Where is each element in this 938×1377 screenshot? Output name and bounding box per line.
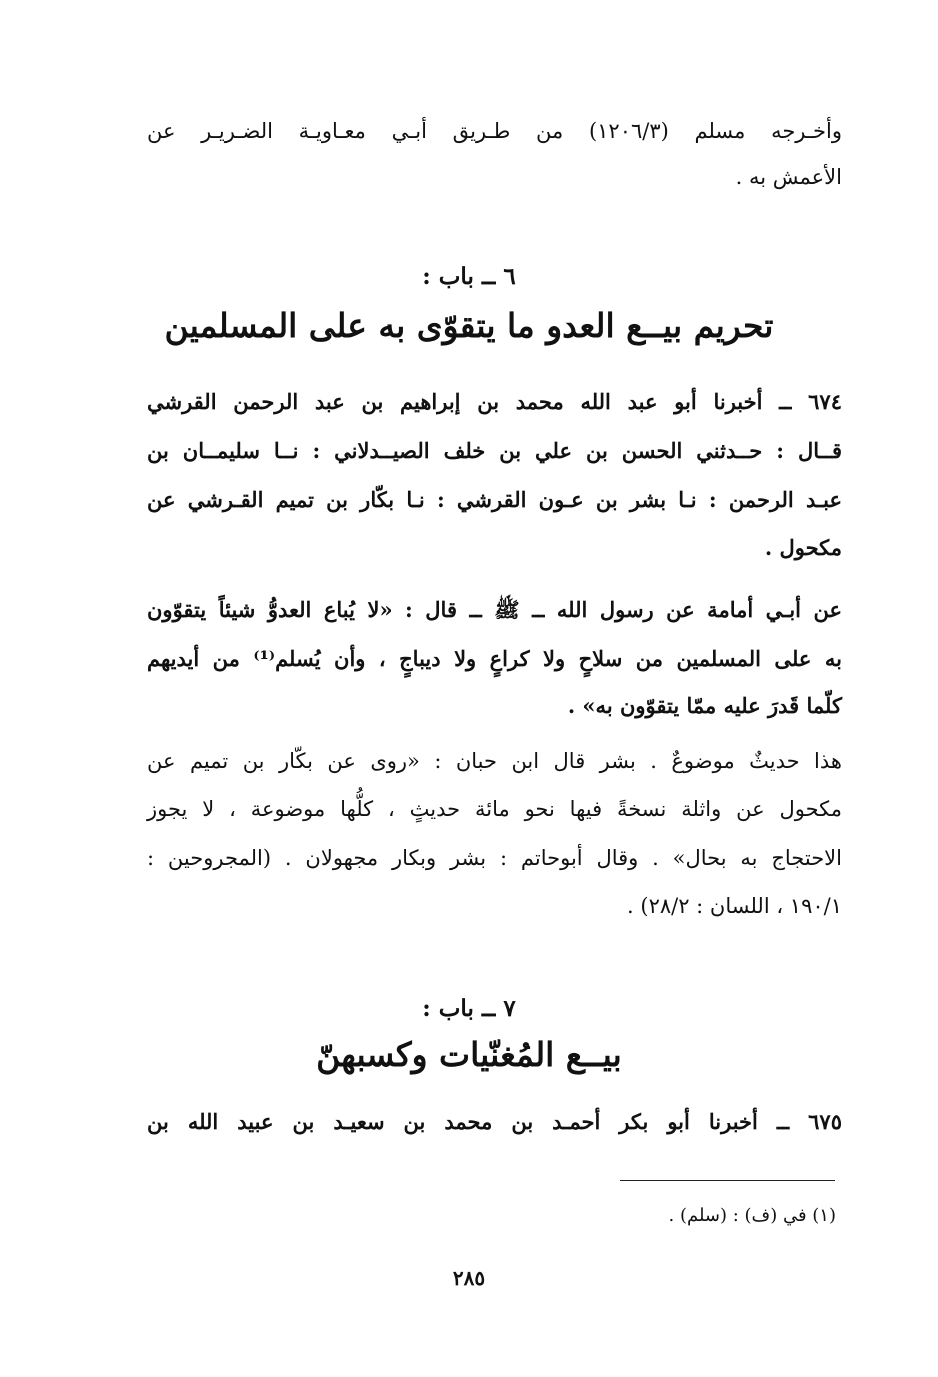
hadith-675-line-1: ٦٧٥ ــ أخبرنا أبو بكر أحمـد بن محمد بن سعيـد بن عبيد الله بن bbox=[147, 1109, 842, 1134]
footnote-divider bbox=[620, 1180, 835, 1181]
hadith-674-isnad-line-4: مكحول . bbox=[764, 535, 842, 560]
section-7-number: ٧ ــ باب : bbox=[422, 995, 516, 1022]
hadith-674-isnad-line-3: عبـد الرحمن : نـا بشر بن عـون القرشي : نـا بكّار بن تميم القـرشي عن bbox=[147, 487, 842, 512]
hadith-674-matn-line-2: به على المسلمين من سلاحٍ ولا كراعٍ ولا ديباجٍ ، وأن يُسلم⁽¹⁾ من أيديهم bbox=[147, 646, 842, 671]
commentary-line-3: الاحتجاج به بحال» . وقال أبوحاتم : بشر وبكار مجهولان . (المجروحين : bbox=[147, 846, 842, 870]
hadith-674-matn-line-1: عن أبـي أمامة عن رسول الله ــ ﷺ ــ قال : «لا يُباع العدوُّ شيئاً يتقوّون bbox=[147, 597, 842, 622]
page-number: ٢٨٥ bbox=[452, 1266, 486, 1290]
commentary-line-4: ١٩٠/١ ، اللسان : ٢٨/٢) . bbox=[627, 894, 842, 918]
intro-line-2: الأعمش به . bbox=[735, 165, 842, 189]
commentary-line-2: مكحول عن واثلة نسخةً فيها نحو مائة حديثٍ ، كلُّها موضوعة ، لا يجوز bbox=[147, 797, 842, 821]
commentary-line-1: هذا حديثٌ موضوعٌ . بشر قال ابن حبان : «روى عن بكّار بن تميم عن bbox=[147, 749, 842, 773]
hadith-674-isnad-line-2: قــال : حــدثني الحسن بن علي بن خلف الصيــدلاني : نــا سليمــان بن bbox=[147, 438, 842, 463]
section-6-number: ٦ ــ باب : bbox=[422, 263, 516, 290]
hadith-674-isnad-line-1: ٦٧٤ ــ أخبرنا أبو عبد الله محمد بن إبراهيم بن عبد الرحمن القرشي bbox=[147, 389, 842, 414]
section-6-title: تحريم بيــع العدو ما يتقوّى به على المسلمين bbox=[164, 306, 774, 345]
section-7-title: بيــع المُغنّيات وكسبهنّ bbox=[316, 1035, 622, 1074]
intro-line-1: وأخـرجه مسلم (١٢٠٦/٣) من طـريق أبـي معـاويـة الضـريـر عن bbox=[147, 119, 842, 143]
hadith-674-matn-line-3: كلّما قَدرَ عليه ممّا يتقوّون به» . bbox=[567, 693, 842, 718]
footnote: (١) في (ف) : (سلم) . bbox=[668, 1205, 836, 1226]
